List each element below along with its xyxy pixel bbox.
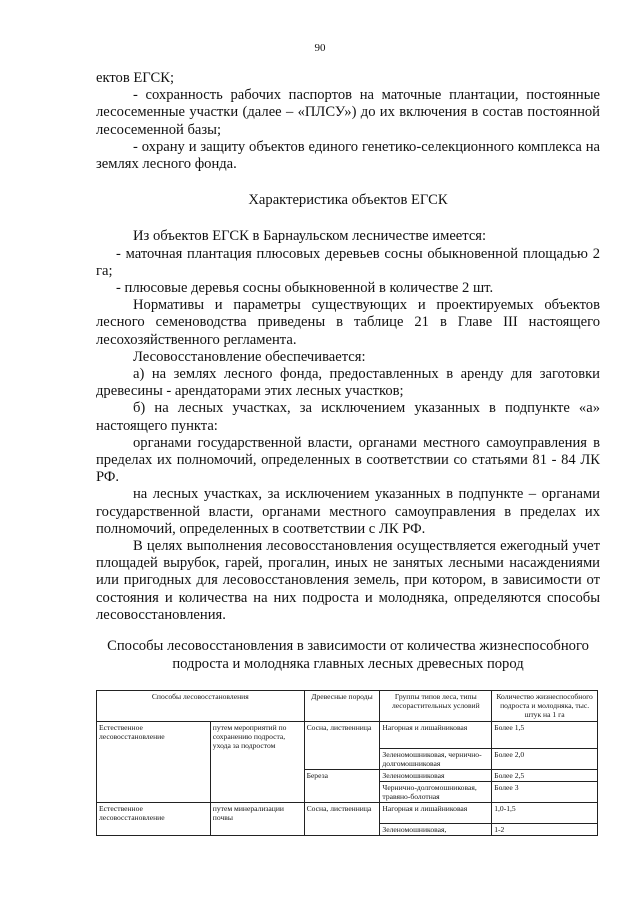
table-cell: Зеленомошниковая, — [380, 824, 492, 836]
paragraph: б) на лесных участках, за исключением указанных в подпункте «а» настоящего пункта: — [96, 400, 600, 434]
table-title: Способы лесовосстановления в зависимости от количества жизнеспособного подроста и молодняка главных лесных древесных пород — [107, 638, 589, 672]
table-cell: 1,0-1,5 — [492, 803, 598, 824]
section-heading: Характеристика объектов ЕГСК — [248, 192, 448, 209]
paragraph: а) на землях лесного фонда, предоставленных в аренду для заготовки древесины - арендаторами этих лесных участков; — [96, 366, 600, 400]
table-cell: Нагорная и лишайниковая — [380, 722, 492, 749]
table-cell: Зеленомошниковая — [380, 770, 492, 782]
table-cell: Чернично-долгомошниковая, травяно-болотная — [380, 782, 492, 803]
table-cell: Сосна, лиственница — [304, 722, 380, 770]
table-cell: Сосна, лиственница — [304, 803, 380, 836]
table-row — [97, 722, 598, 749]
header-methods: Способы лесовосстановления — [97, 691, 305, 722]
table-cell: Более 1,5 — [492, 722, 598, 749]
paragraph: ектов ЕГСК; — [96, 70, 175, 86]
paragraph: Лесовосстановление обеспечивается: — [133, 348, 366, 365]
table-cell: Нагорная и лишайниковая — [380, 803, 492, 824]
table-row — [97, 803, 598, 824]
paragraph: - сохранность рабочих паспортов на маточные плантации, постоянные лесосеменные участки (далее – «ПЛСУ») до их включения в состав постоянной лесосеменной базы; — [96, 87, 600, 138]
table-cell: Более 2,5 — [492, 770, 598, 782]
table-cell: Более 3 — [492, 782, 598, 803]
table-cell: 1-2 — [492, 824, 598, 836]
table-cell: Береза — [304, 770, 380, 803]
table-cell: путем минерализации почвы — [210, 803, 304, 836]
header-species: Древесные породы — [304, 691, 380, 722]
header-forest-types: Группы типов леса, типы лесорастительных условий — [380, 691, 492, 722]
table-cell: Зеленомошниковая, чернично-долгомошниковая — [380, 749, 492, 770]
table-cell: Более 2,0 — [492, 749, 598, 770]
methods-table — [96, 690, 598, 836]
table-header-row — [97, 691, 598, 722]
paragraph: на лесных участках, за исключением указанных в подпункте – органами государственной власти, органами местного самоуправления в пределах их полномочий, определенных в соответствии с ЛК РФ. — [96, 486, 600, 537]
table-cell: путем мероприятий по сохранению подроста, ухода за подростом — [210, 722, 304, 803]
table-cell: Естественное лесовосстановление — [97, 803, 211, 836]
paragraph: - плюсовые деревья сосны обыкновенной в количестве 2 шт. — [116, 280, 494, 297]
paragraph: - маточная плантация плюсовых деревьев сосны обыкновенной площадью 2 га; — [96, 245, 600, 279]
paragraph: Из объектов ЕГСК в Барнаульском лесничестве имеется: — [133, 228, 487, 245]
table-cell: Естественное лесовосстановление — [97, 722, 211, 803]
paragraph: органами государственной власти, органами местного самоуправления в пределах их полномочий, определенных в соответствии со статьями 81 - 84 ЛК РФ. — [96, 434, 600, 486]
paragraph: Нормативы и параметры существующих и проектируемых объектов лесного семеноводства приведены в таблице 21 в Главе III настоящего лесохозяйственного регламента. — [96, 297, 600, 348]
header-quantity: Количество жизнеспособного подроста и молодняка, тыс. штук на 1 га — [492, 691, 598, 722]
body-text — [96, 70, 600, 624]
paragraph: В целях выполнения лесовосстановления осуществляется ежегодный учет площадей вырубок, гарей, прогалин, иных не занятых лесными насаждениями или пригодных для лесовосстановления земель, при котором, в зависимости от состояния и количества на них подроста и молодняка, определяются способы лесовосстановления. — [96, 538, 600, 623]
page-number: 90 — [314, 42, 326, 54]
paragraph: - охрану и защиту объектов единого генетико-селекционного комплекса на землях лесного фонда. — [96, 138, 600, 173]
